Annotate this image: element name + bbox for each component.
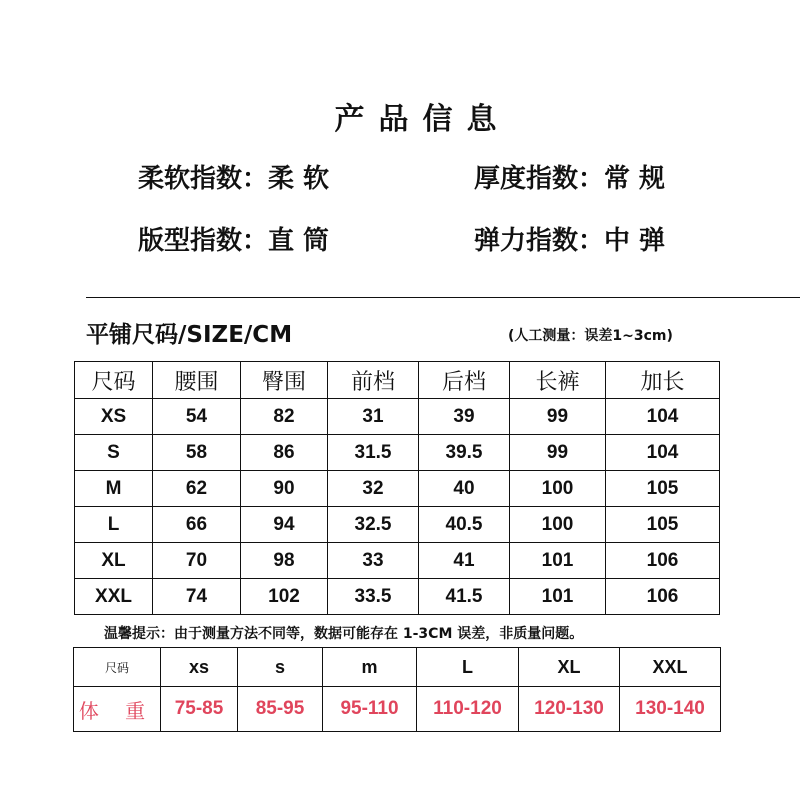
table-cell: 62 (153, 471, 241, 507)
warm-tip: 温馨提示：由于测量方法不同等，数据可能存在 1-3CM 误差，非质量问题。 (104, 626, 584, 642)
size-cell: L (417, 648, 519, 687)
weight-cell: 110-120 (417, 687, 519, 732)
table-cell: 54 (153, 399, 241, 435)
table-cell: 40 (419, 471, 510, 507)
weight-table (73, 647, 721, 732)
thickness-index: 厚度指数：常 规 (474, 164, 666, 194)
table-cell: 32.5 (328, 507, 419, 543)
weight-table-weight-row (74, 687, 721, 732)
table-cell: 70 (153, 543, 241, 579)
table-cell: 32 (328, 471, 419, 507)
table-cell: 33 (328, 543, 419, 579)
table-cell: 41.5 (419, 579, 510, 615)
table-cell: 74 (153, 579, 241, 615)
elasticity-index: 弹力指数：中 弹 (474, 226, 666, 256)
table-cell: L (75, 507, 153, 543)
header-cell: 加长 (606, 362, 720, 399)
weight-cell: 130-140 (620, 687, 721, 732)
table-row (75, 507, 720, 543)
size-cell: s (238, 648, 323, 687)
table-cell: 58 (153, 435, 241, 471)
size-cell: m (323, 648, 417, 687)
table-row (75, 435, 720, 471)
table-cell: 102 (241, 579, 328, 615)
table-cell: 101 (510, 579, 606, 615)
table-cell: 31 (328, 399, 419, 435)
header-cell: 腰围 (153, 362, 241, 399)
table-cell: 105 (606, 471, 720, 507)
header-cell: 后档 (419, 362, 510, 399)
weight-label: 体 重 (74, 687, 161, 732)
weight-cell: 120-130 (519, 687, 620, 732)
size-cell: XXL (620, 648, 721, 687)
table-cell: S (75, 435, 153, 471)
size-label: 尺码 (74, 648, 161, 687)
header-cell: 前档 (328, 362, 419, 399)
table-cell: 94 (241, 507, 328, 543)
table-row (75, 399, 720, 435)
table-cell: 100 (510, 471, 606, 507)
table-cell: 40.5 (419, 507, 510, 543)
table-row (75, 543, 720, 579)
size-cell: xs (161, 648, 238, 687)
weight-cell: 95-110 (323, 687, 417, 732)
page-title: 产品信息 (334, 102, 511, 137)
header-cell: 臀围 (241, 362, 328, 399)
fit-index: 版型指数：直 筒 (138, 226, 330, 256)
table-cell: 41 (419, 543, 510, 579)
softness-index: 柔软指数：柔 软 (138, 164, 330, 194)
size-table (74, 361, 720, 615)
table-row (75, 471, 720, 507)
header-cell: 长裤 (510, 362, 606, 399)
section-divider (86, 297, 800, 298)
table-cell: 105 (606, 507, 720, 543)
table-cell: 101 (510, 543, 606, 579)
table-cell: 82 (241, 399, 328, 435)
table-cell: 66 (153, 507, 241, 543)
table-cell: 39.5 (419, 435, 510, 471)
table-cell: XL (75, 543, 153, 579)
table-cell: 90 (241, 471, 328, 507)
table-cell: 104 (606, 399, 720, 435)
table-cell: 99 (510, 399, 606, 435)
measurement-note: (人工测量：误差1~3cm) (508, 328, 673, 344)
table-cell: XXL (75, 579, 153, 615)
table-cell: 33.5 (328, 579, 419, 615)
table-cell: 100 (510, 507, 606, 543)
table-cell: 86 (241, 435, 328, 471)
table-cell: 98 (241, 543, 328, 579)
table-cell: XS (75, 399, 153, 435)
table-cell: M (75, 471, 153, 507)
table-cell: 31.5 (328, 435, 419, 471)
table-cell: 99 (510, 435, 606, 471)
size-table-header (75, 362, 720, 399)
size-table-title: 平铺尺码/SIZE/CM (86, 322, 293, 348)
table-cell: 106 (606, 543, 720, 579)
weight-cell: 85-95 (238, 687, 323, 732)
table-cell: 39 (419, 399, 510, 435)
weight-cell: 75-85 (161, 687, 238, 732)
size-cell: XL (519, 648, 620, 687)
weight-table-size-row (74, 648, 721, 687)
header-cell: 尺码 (75, 362, 153, 399)
table-row (75, 579, 720, 615)
table-cell: 106 (606, 579, 720, 615)
table-cell: 104 (606, 435, 720, 471)
